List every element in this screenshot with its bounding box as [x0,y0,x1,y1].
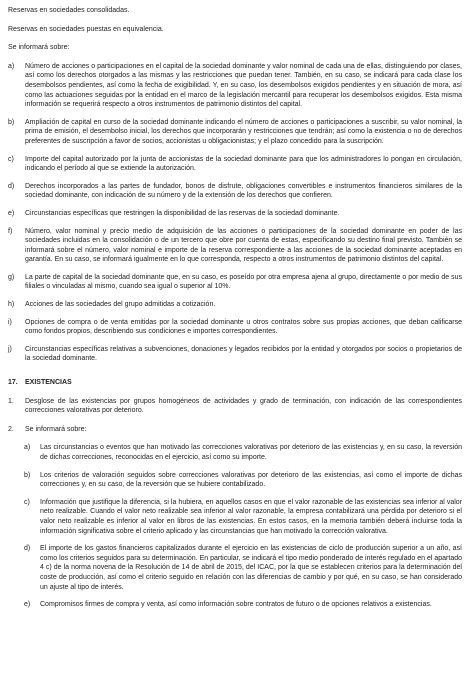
sub-item-label: b) [24,471,31,479]
list-item-label: h) [8,301,15,309]
list-item-label: g) [8,273,15,281]
list-item-text: Importe del capital autorizado por la junta de accionistas de la sociedad dominante para que los administradores lo pongan en circulación, indicando el período al que se extiende la autorización. [25,155,462,173]
list-item [8,300,462,310]
list-item-text: Acciones de las sociedades del grupo admitidas a cotización. [25,301,216,309]
list-item-text: Circunstancias específicas relativas a subvenciones, donaciones y legados recibidos por la entidad y otorgados por socios o propietarios de la sociedad dominante. [25,345,462,363]
sub-item-label: d) [24,545,31,553]
list-item-text: La parte de capital de la sociedad dominante que, en su caso, es poseído por otra empresa ajena al grupo, directamente o por medio de sus filiales o vinculadas al mismo, cuando sea igual o superior al 10%. [25,273,462,291]
list-item [8,318,462,337]
items-list [8,62,462,364]
sub-item [24,544,462,592]
sub-item-text: Compromisos firmes de compra y venta, así como información sobre contratos de futuro o de opciones relativos a existencias. [40,601,432,609]
list-item [8,155,462,174]
numbered-item [8,425,462,435]
list-item-label: b) [8,118,15,126]
section-number: 17. [8,379,18,387]
list-item-text: Número, valor nominal y precio medio de adquisición de las acciones o participaciones de la sociedad dominante en poder de las sociedades incluidas en la consolidación o de un tercero que obre por cuenta de estas, especificando su destino final previsto. También se informará sobre el número, valor nominal e importe de la reserva correspondiente a las acciones de la sociedad dominante aceptadas en garantía. En su caso, se informará igualmente en lo que corresponda, respecto a otros instrumentos de patrimonio distintos del capital. [25,227,462,264]
numbered-list [8,397,462,435]
list-item-text: Ampliación de capital en curso de la sociedad dominante indicando el número de acciones o participaciones a suscribir, su valor nominal, la prima de emisión, el desembolso inicial, los derechos que incorporarán y restricciones que tendrán; así como la existencia o no de derechos preferentes de suscripción a favor de socios, accionistas u obligacionistas; y el plazo concedido para la suscripción. [25,118,462,145]
section-title: EXISTENCIAS [25,379,72,387]
sub-item [24,498,462,536]
sub-item-label: a) [24,444,31,452]
list-item [8,209,462,219]
sub-item-text: El importe de los gastos financieros capitalizados durante el ejercicio en las existencias de ciclo de producción superior a un año, así como los criterios seguidos para su determinación. En particular, se indicará el tipo medio ponderado de interés regulado en el apartado 4 c) de la norma novena de la Resolución de 14 de abril de 2015, del ICAC, por la que se establecen criterios para la determinación del coste de producción, así como el criterio seguido en relación con las diferencias de cambio y por qué, en su caso, se han considerado un ajuste al tipo de interés. [40,545,462,591]
intro-line-2: Reservas en sociedades puestas en equivalencia. [8,25,164,33]
sub-item [24,443,462,462]
numbered-item-label: 2. [8,425,14,433]
sub-item-text: Las circunstancias o eventos que han motivado las correcciones valorativas por deterioro de las existencias y, en su caso, la reversión de dichas correcciones, reconocidas en el ejercicio, así como su importe. [40,444,462,461]
list-item-label: c) [8,155,14,163]
intro-line-3: Se informará sobre: [8,44,70,52]
sub-item [24,471,462,490]
numbered-item-text: Se informará sobre: [25,425,87,433]
list-item-text: Derechos incorporados a las partes de fundador, bonos de disfrute, obligaciones convertibles e instrumentos financieros similares de la sociedad dominante, con indicación de su número y de la extensión de los derechos que confieren. [25,182,462,200]
subitems-list [24,443,462,609]
list-item-text: Número de acciones o participaciones en el capital de la sociedad dominante y valor nominal de cada una de ellas, distinguiendo por clases, así como los derechos otorgados a las mismas y las restricciones que puedan tener. También, en su caso, se indicará para cada clase los desembolsos pendientes, así como la fecha de exigibilidad. Y, en su caso, los desembolsos exigidos pendientes y en situación de mora, así como las actuaciones seguidas por la entidad en el marco de la legislación mercantil para recuperar los desembolsos exigidos. Esta misma información se requerirá respecto a otros instrumentos de patrimonio distintos del capital. [25,62,462,109]
list-item-text: Opciones de compra o de venta emitidas por la sociedad dominante u otros contratos sobre sus propias acciones, que deban calificarse como fondos propios, describiendo sus condiciones e importes correspondientes. [25,318,462,336]
list-item [8,273,462,292]
list-item [8,227,462,265]
list-item-label: a) [8,62,15,70]
list-item [8,62,462,110]
list-item [8,345,462,364]
list-item-text: Circunstancias específicas que restringen la disponibilidad de las reservas de la sociedad dominante. [25,209,340,217]
intro-line-1: Reservas en sociedades consolidadas. [8,7,130,14]
sub-item-label: c) [24,498,30,506]
sub-item-text: Los criterios de valoración seguidos sobre correcciones valorativas por deterioro de las existencias, así como el importe de dichas correcciones y, en su caso, de la reversión que se hubiere contabilizado. [40,471,462,489]
sub-item-label: e) [24,601,31,609]
section-heading [8,378,462,388]
list-item-label: i) [8,318,12,326]
list-item [8,118,462,147]
numbered-item-text: Desglose de las existencias por grupos homogéneos de actividades y grado de terminación, con indicación de las correspondientes correcciones valorativas por deterioro. [25,397,462,415]
numbered-item-label: 1. [8,397,14,405]
list-item-label: j) [8,345,12,353]
list-item-label: d) [8,182,15,190]
list-item-label: e) [8,209,15,217]
list-item-label: f) [8,227,13,235]
numbered-item [8,397,462,416]
list-item [8,182,462,201]
sub-item-text: Información que justifique la diferencia, si la hubiera, en aquellos casos en que el valor razonable de las existencias sea inferior al valor neto realizable. Cuando el valor neto realizable sea inferior al valor razonable, la empresa contabilizará una pérdida por deterioro si el valor neto realizable es inferior al valor en libros de las existencias. En estos casos, en la memoria también deberá incluirse toda la información significativa sobre el criterio aplicado y las circunstancias que han motivado la corrección valorativa. [40,498,462,535]
sub-item [24,600,462,610]
